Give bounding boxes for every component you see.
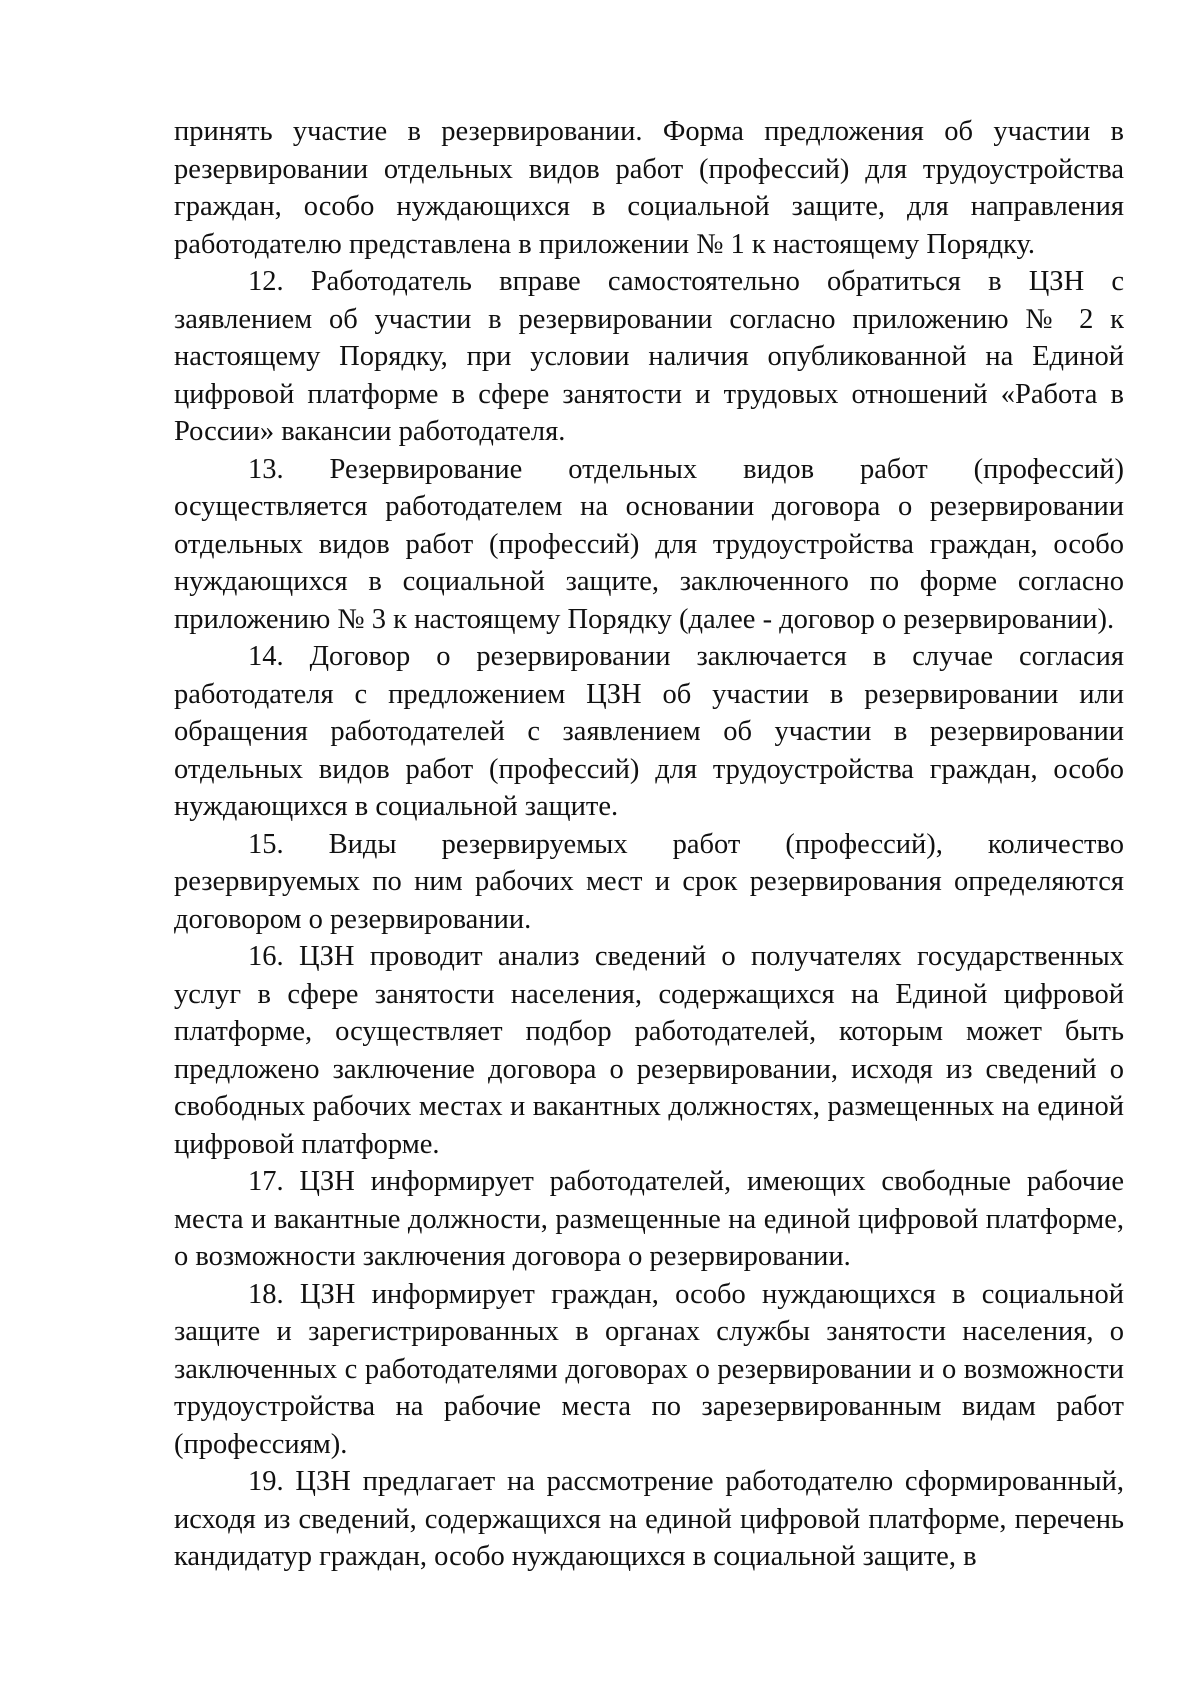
document-page: [174, 113, 1124, 1576]
paragraph-15: 15. Виды резервируемых работ (профессий), количество резервируемых по ним рабочих мест и срок резервирования определяются договором о резервировании.: [174, 828, 1124, 935]
paragraph-13: 13. Резервирование отдельных видов работ (профессий) осуществляется работодателем на основании договора о резервировании отдельных видов работ (профессий) для трудоустройства граждан, особо нуждающихся в социальной защите, заключенного по форме согласно приложению № 3 к настоящему Порядку (далее - договор о резервировании).: [174, 453, 1124, 635]
paragraph-17: 17. ЦЗН информирует работодателей, имеющих свободные рабочие места и вакантные должности, размещенные на единой цифровой платформе, о возможности заключения договора о резервировании.: [174, 1166, 1124, 1272]
paragraph-19: 19. ЦЗН предлагает на рассмотрение работодателю сформированный, исходя из сведений, содержащихся на единой цифровой платформе, перечень кандидатур граждан, особо нуждающихся в социальной защите, в: [174, 1466, 1124, 1572]
paragraph-16: 16. ЦЗН проводит анализ сведений о получателях государственных услуг в сфере занятости населения, содержащихся на Единой цифровой платформе, осуществляет подбор работодателей, которым может быть предложено заключение договора о резервировании, исходя из сведений о свободных рабочих местах и вакантных должностях, размещенных на единой цифровой платформе.: [174, 941, 1124, 1160]
paragraph-12: 12. Работодатель вправе самостоятельно обратиться в ЦЗН с заявлением об участии в резервировании согласно приложению № 2 к настоящему Порядку, при условии наличия опубликованной на Единой цифровой платформе в сфере занятости и трудовых отношений «Работа в России» вакансии работодателя.: [174, 266, 1124, 447]
paragraph-14: 14. Договор о резервировании заключается в случае согласия работодателя с предложением ЦЗН об участии в резервировании или обращения работодателей с заявлением об участии в резервировании отдельных видов работ (профессий) для трудоустройства граждан, особо нуждающихся в социальной защите.: [174, 641, 1124, 822]
paragraph-continuation: принять участие в резервировании. Форма предложения об участии в резервировании отдельных видов работ (профессий) для трудоустройства граждан, особо нуждающихся в социальной защите, для направления работодателю представлена в приложении № 1 к настоящему Порядку.: [174, 116, 1124, 260]
paragraph-18: 18. ЦЗН информирует граждан, особо нуждающихся в социальной защите и зарегистрированных в органах службы занятости населения, о заключенных с работодателями договорах о резервировании и о возможности трудоустройства на рабочие места по зарезервированным видам работ (профессиям).: [174, 1278, 1124, 1460]
